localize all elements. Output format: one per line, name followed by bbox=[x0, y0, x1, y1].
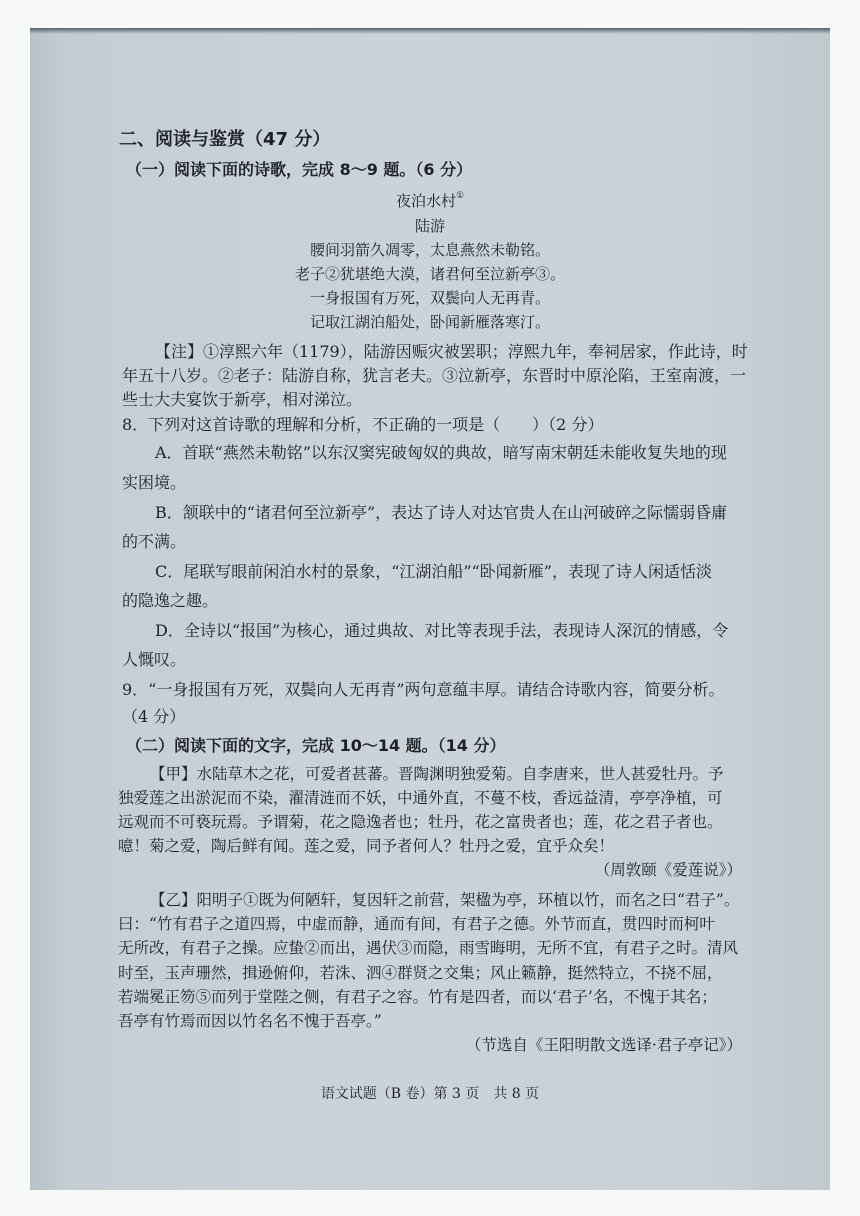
option-a-line: A．首联“燕然未勒铭”以东汉窦宪破匈奴的典故，暗写南宋朝廷未能收复失地的现 bbox=[155, 443, 727, 462]
text-yi-line: 吾亭有竹焉而因以竹名名不愧于吾亭。” bbox=[118, 1012, 382, 1030]
question-9-points: （4 分） bbox=[122, 707, 186, 726]
section-title: 二、阅读与鉴赏（47 分） bbox=[119, 129, 331, 150]
part2-heading: （二）阅读下面的文字，完成 10～14 题。（14 分） bbox=[126, 736, 506, 755]
note-line: 【注】①淳熙六年（1179），陆游因赈灾被罢职；淳熙九年，奉祠居家，作此诗，时 bbox=[155, 342, 748, 361]
option-a-line: 实困境。 bbox=[122, 473, 187, 492]
text-yi-line: 【乙】阳明子①既为何陋轩，复因轩之前营，架楹为亭，环植以竹，而名之曰“君子”。 bbox=[150, 891, 740, 909]
text-yi-line: 时至，玉声珊然，揖逊俯仰，若洙、泗④群贤之交集；风止籁静，挺然特立，不挠不屈， bbox=[118, 964, 723, 982]
poem-line: 记取江湖泊船处，卧闻新雁落寒汀。 bbox=[309, 313, 550, 331]
page-footer: 语文试题（B 卷）第 3 页 共 8 页 bbox=[320, 1086, 540, 1102]
note-line: 些士大夫宴饮于新亭，相对涕泣。 bbox=[122, 390, 363, 409]
option-d-line: 人慨叹。 bbox=[122, 650, 187, 669]
question-8-stem: 8．下列对这首诗歌的理解和分析，不正确的一项是（ ）（2 分） bbox=[122, 415, 604, 434]
poem-author: 陆游 bbox=[414, 217, 445, 235]
option-c-line: 的隐逸之趣。 bbox=[122, 591, 219, 610]
option-d-line: D．全诗以“报国”为核心，通过典故、对比等表现手法，表现诗人深沉的情感，令 bbox=[155, 621, 729, 640]
text-yi-source: （节选自《王阳明散文选译·君子亭记》） bbox=[465, 1036, 742, 1054]
paper-top-shadow bbox=[30, 28, 830, 34]
text-yi-line: 曰：“竹有君子之道四焉，中虚而静，通而有间，有君子之德。外节而直，贯四时而柯叶 bbox=[118, 915, 715, 933]
note-line: 年五十八岁。②老子：陆游自称，犹言老夫。③泣新亭，东晋时中原沦陷，王室南渡，一 bbox=[122, 366, 747, 385]
question-9-line: 9．“一身报国有万死，双鬓向人无再青”两句意蕴丰厚。请结合诗歌内容，简要分析。 bbox=[122, 680, 725, 699]
part1-heading: （一）阅读下面的诗歌，完成 8～9 题。（6 分） bbox=[126, 160, 473, 179]
text-jia-source: （周敦颐《爱莲说》） bbox=[594, 861, 742, 879]
text-jia-line: 【甲】水陆草木之花，可爱者甚蕃。晋陶渊明独爱菊。自李唐来，世人甚爱牡丹。予 bbox=[150, 765, 724, 783]
text-yi-line: 若端冕正笏⑤而列于堂陛之侧，有君子之容。竹有是四者，而以‘君子’名，不愧于其名； bbox=[118, 988, 717, 1006]
poem-line: 一身报国有万死，双鬓向人无再青。 bbox=[309, 289, 550, 307]
poem-line: 腰间羽箭久凋零，太息燕然未勒铭。 bbox=[309, 241, 550, 259]
option-b-line: 的不满。 bbox=[122, 532, 187, 551]
text-jia-line: 独爱莲之出淤泥而不染，濯清涟而不妖，中通外直，不蔓不枝，香远益清，亭亭净植，可 bbox=[118, 789, 723, 807]
poem-title bbox=[0, 191, 860, 211]
text-jia-line: 噫！菊之爱，陶后鲜有闻。莲之爱，同予者何人？牡丹之爱，宜乎众矣！ bbox=[118, 837, 615, 855]
poem-title-text: 夜泊水村 bbox=[395, 192, 456, 210]
poem-title-note: ① bbox=[455, 191, 465, 201]
poem-line: 老子②犹堪绝大漠，诸君何至泣新亭③。 bbox=[294, 265, 565, 283]
text-jia-line: 远观而不可亵玩焉。予谓菊，花之隐逸者也；牡丹，花之富贵者也；莲，花之君子者也。 bbox=[118, 813, 723, 831]
text-yi-line: 无所改，有君子之操。应蛰②而出，遇伏③而隐，雨雪晦明，无所不宜，有君子之时。清风 bbox=[118, 939, 739, 957]
option-b-line: B．颔联中的“诸君何至泣新亭”，表达了诗人对达官贵人在山河破碎之际懦弱昏庸 bbox=[155, 503, 728, 522]
option-c-line: C．尾联写眼前闲泊水村的景象，“江湖泊船”“卧闻新雁”，表现了诗人闲适恬淡 bbox=[155, 562, 712, 581]
